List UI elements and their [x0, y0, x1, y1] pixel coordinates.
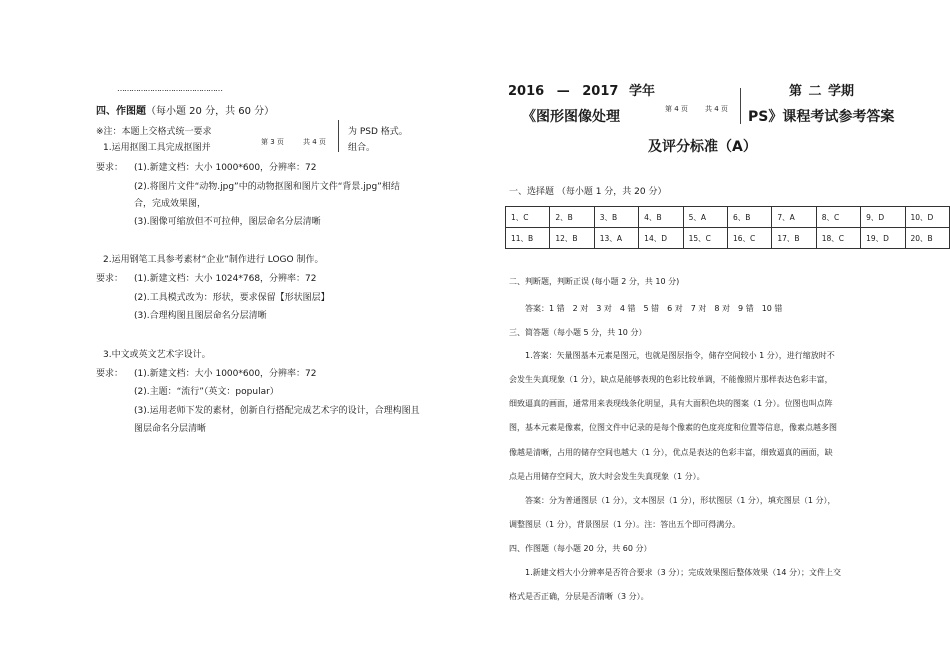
answer-line: 细致逼真的画面，通常用来表现线条化明显，具有大面积色块的图案（1 分）。位图也叫点阵	[509, 399, 833, 408]
table-cell: 10、D	[905, 207, 949, 228]
multiple-choice-answer-table	[505, 206, 950, 249]
answer-line: 会发生失真现象（1 分），缺点是能够表现的色彩比较单调，不能像照片那样表达色彩丰富，	[509, 375, 833, 384]
section-one-heading: 一、选择题 （每小题 1 分，共 20 分）	[509, 187, 667, 197]
table-cell: 17、B	[772, 228, 816, 249]
q1-item: (2).将图片文件“动物.jpg”中的动物抠图和图片文件“背景.jpg”相结	[134, 182, 400, 192]
page-total: 共 4 页	[303, 138, 326, 146]
q3-req-label: 要求：	[96, 369, 124, 379]
table-row	[506, 228, 950, 249]
q3-item: (2).主题：“流行”（英文：popular）	[134, 387, 279, 397]
q2-item: (3).合理构图且图层命名分层清晰	[134, 311, 267, 321]
table-cell: 15、C	[683, 228, 727, 249]
section-three-heading: 三、简答题（每小题 5 分，共 10 分）	[509, 328, 647, 337]
table-cell: 12、B	[550, 228, 594, 249]
q1-item: (3).图像可缩放但不可拉伸，图层命名分层清晰	[134, 217, 321, 227]
table-cell: 19、D	[861, 228, 905, 249]
table-cell: 2、B	[550, 207, 594, 228]
q2-item: (2).工具模式改为：形状，要求保留【形状图层】	[134, 293, 330, 303]
year-dash: —	[556, 84, 570, 99]
table-cell: 6、B	[727, 207, 771, 228]
table-cell: 1、C	[506, 207, 550, 228]
table-cell: 3、B	[594, 207, 638, 228]
table-cell: 14、D	[639, 228, 683, 249]
section-title: 四、作图题	[96, 106, 146, 117]
answer-line: 答案：分为普通图层（1 分），文本图层（1 分），形状图层（1 分），填充图层（1 分），	[525, 496, 836, 505]
answer-line: 调整图层（1 分），背景图层（1 分）。注：答出五个即可得满分。	[509, 520, 741, 529]
q2-item: (1).新建文档：大小 1024*768，分辨率：72	[134, 274, 317, 284]
answer-line: 像越是清晰，占用的储存空间也越大（1 分），优点是表达的色彩丰富，细致逼真的画面，缺	[509, 448, 833, 457]
page-total: 共 4 页	[705, 105, 728, 113]
q3-item: (1).新建文档：大小 1000*600，分辨率：72	[134, 369, 317, 379]
q1-req-label: 要求：	[96, 163, 124, 173]
dotted-line: ………………………………………	[117, 84, 222, 93]
table-cell: 5、A	[683, 207, 727, 228]
q3-title: 3.中文或英文艺术字设计。	[103, 350, 211, 360]
table-cell: 20、B	[905, 228, 949, 249]
format-note-b: 为 PSD 格式。	[348, 127, 408, 137]
table-row	[506, 207, 950, 228]
table-cell: 18、C	[816, 228, 860, 249]
answer-line: 1.答案：矢量图基本元素是图元，也就是图层指令，储存空间较小 1 分），进行缩放时不	[525, 351, 835, 360]
q2-req-label: 要求：	[96, 274, 124, 284]
semester: 第 二 学期	[789, 84, 855, 99]
q1-item: (1).新建文档：大小 1000*600，分辨率：72	[134, 163, 317, 173]
page-number: 第 3 页	[261, 138, 284, 146]
course-title-b: PS》课程考试参考答案	[748, 109, 895, 125]
answer-line: 图，基本元素是像素，位图文件中记录的是每个像素的色度亮度和位置等信息，像素点越多图	[509, 423, 837, 432]
section-note: （每小题 20 分，共 60 分）	[146, 106, 275, 117]
q2-title: 2.运用钢笔工具参考素材“企业”制作进行 LOGO 制作。	[103, 255, 324, 265]
section-four-heading: 四、作图题（每小题 20 分，共 60 分）	[509, 544, 652, 553]
year-start: 2016	[508, 84, 545, 99]
course-title-a: 《图形图像处理	[522, 109, 620, 125]
section-four-heading	[96, 102, 274, 117]
table-cell: 11、B	[506, 228, 550, 249]
course-title-c: 及评分标准（A）	[648, 139, 757, 155]
section-two-answer: 答案：1 错 2 对 3 对 4 错 5 错 6 对 7 对 8 对 9 错 10 错	[525, 304, 783, 313]
answer-line: 点是占用储存空间大，放大时会发生失真现象（1 分）。	[509, 472, 705, 481]
table-cell: 16、C	[727, 228, 771, 249]
answer-line: 格式是否正确，分层是否清晰（3 分）。	[509, 592, 649, 601]
year-label: 学年	[628, 84, 655, 99]
header-divider	[740, 88, 741, 124]
table-cell: 7、A	[772, 207, 816, 228]
table-cell: 13、A	[594, 228, 638, 249]
q3-item: 图层命名分层清晰	[134, 424, 207, 434]
q1-item: 合，完成效果图，	[134, 199, 207, 209]
q3-item: (3).运用老师下发的素材，创新自行搭配完成艺术字的设计，合理构图且	[134, 406, 420, 416]
academic-year	[508, 80, 655, 99]
table-cell: 4、B	[639, 207, 683, 228]
year-end: 2017	[582, 84, 619, 99]
answer-line: 1.新建文档大小分辨率是否符合要求（3 分）；完成效果图后整体效果（14 分）；文件上交	[525, 568, 841, 577]
format-note-a: ※注：本题上交格式统一要求	[96, 127, 212, 137]
page-number: 第 4 页	[665, 105, 688, 113]
header-divider	[338, 120, 339, 152]
table-cell: 9、D	[861, 207, 905, 228]
table-cell: 8、C	[816, 207, 860, 228]
q1-title-b: 组合。	[348, 143, 376, 153]
q1-title-a: 1.运用抠图工具完成抠图并	[103, 143, 211, 153]
section-two-heading: 二、判断题，判断正误 (每小题 2 分，共 10 分)	[509, 277, 680, 286]
